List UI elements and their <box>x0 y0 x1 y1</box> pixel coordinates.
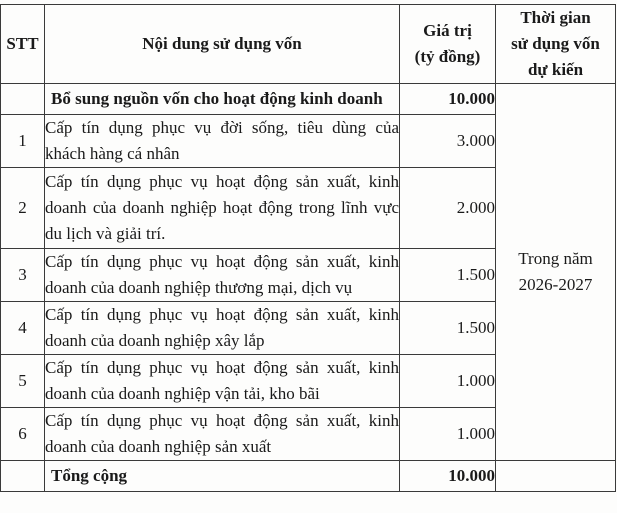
total-time <box>496 461 616 492</box>
row-content: Cấp tín dụng phục vụ hoạt động sản xuất, kinh doanh của doanh nghiệp sản xuất <box>45 408 400 461</box>
header-time-line1: Thời gian <box>520 8 591 27</box>
header-time-line2: sử dụng vốn <box>511 34 600 53</box>
subtotal-content: Bổ sung nguồn vốn cho hoạt động kinh doanh <box>45 84 400 115</box>
total-value: 10.000 <box>400 461 496 492</box>
row-value: 1.000 <box>400 408 496 461</box>
header-content: Nội dung sử dụng vốn <box>45 5 400 84</box>
row-value: 2.000 <box>400 168 496 249</box>
time-period-cell <box>496 84 616 461</box>
header-value-line1: Giá trị <box>423 21 472 40</box>
row-stt: 3 <box>1 249 45 302</box>
row-value: 3.000 <box>400 115 496 168</box>
row-content: Cấp tín dụng phục vụ hoạt động sản xuất, kinh doanh của doanh nghiệp hoạt động trong lĩnh vực du lịch và giải trí. <box>45 168 400 249</box>
time-period-line2: 2026-2027 <box>518 275 593 294</box>
header-value <box>400 5 496 84</box>
row-stt: 6 <box>1 408 45 461</box>
row-content: Cấp tín dụng phục vụ hoạt động sản xuất, kinh doanh của doanh nghiệp vận tải, kho bãi <box>45 355 400 408</box>
row-value: 1.500 <box>400 249 496 302</box>
subtotal-value: 10.000 <box>400 84 496 115</box>
header-value-line2: (tỷ đồng) <box>414 47 481 66</box>
row-content: Cấp tín dụng phục vụ hoạt động sản xuất, kinh doanh của doanh nghiệp xây lắp <box>45 302 400 355</box>
row-stt: 5 <box>1 355 45 408</box>
row-stt: 2 <box>1 168 45 249</box>
row-value: 1.500 <box>400 302 496 355</box>
row-content: Cấp tín dụng phục vụ đời sống, tiêu dùng của khách hàng cá nhân <box>45 115 400 168</box>
table-header-row <box>1 5 616 84</box>
subtotal-stt <box>1 84 45 115</box>
capital-usage-table <box>0 4 616 492</box>
row-value: 1.000 <box>400 355 496 408</box>
row-stt: 1 <box>1 115 45 168</box>
header-time-line3: dự kiến <box>527 60 584 79</box>
row-content: Cấp tín dụng phục vụ hoạt động sản xuất, kinh doanh của doanh nghiệp thương mại, dịch vụ <box>45 249 400 302</box>
total-content: Tổng cộng <box>45 461 400 492</box>
total-row <box>1 461 616 492</box>
header-time <box>496 5 616 84</box>
subtotal-row <box>1 84 616 115</box>
total-stt <box>1 461 45 492</box>
header-stt: STT <box>1 5 45 84</box>
time-period-line1: Trong năm <box>518 249 593 268</box>
row-stt: 4 <box>1 302 45 355</box>
